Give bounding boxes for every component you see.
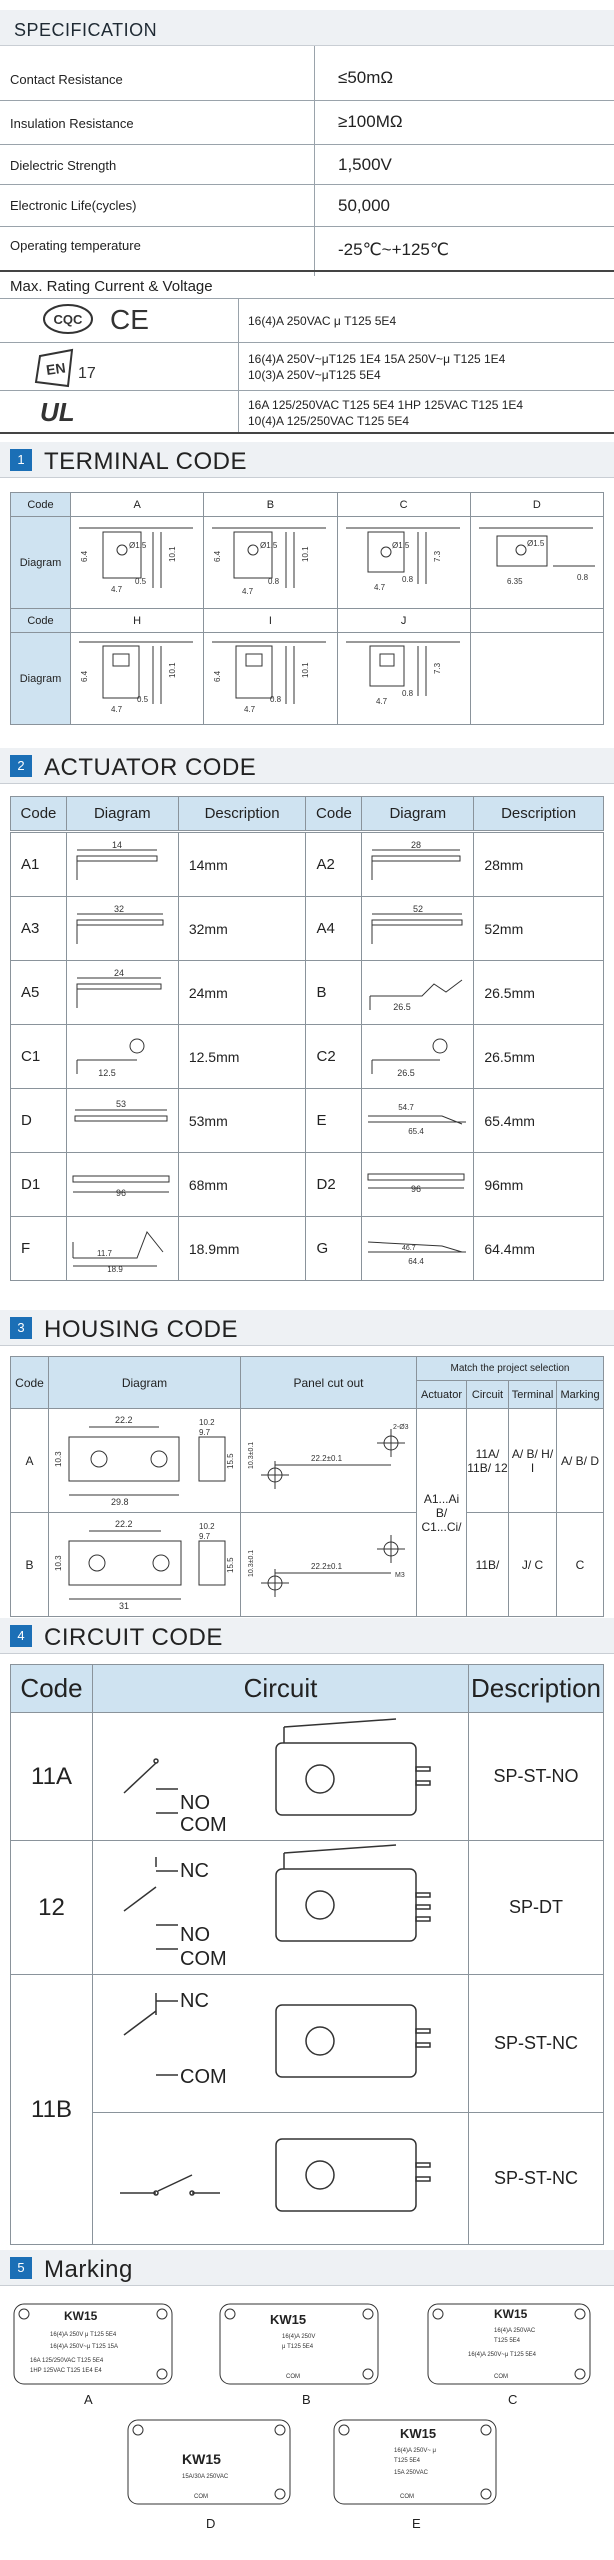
actuator-header-diagram-2: Diagram bbox=[362, 797, 474, 831]
actuator-description: 28mm bbox=[474, 833, 604, 897]
svg-text:12.5: 12.5 bbox=[98, 1067, 116, 1078]
actuator-header-description-2: Description bbox=[474, 797, 604, 831]
actuator-diagram bbox=[362, 1089, 474, 1153]
specification-title: SPECIFICATION bbox=[14, 20, 158, 40]
terminal-diagram-b bbox=[204, 517, 337, 609]
circuit-description: SP-ST-NC bbox=[469, 1975, 604, 2113]
actuator-code: B bbox=[306, 961, 362, 1025]
terminal-section-title: TERMINAL CODE bbox=[44, 448, 247, 475]
svg-text:10.3±0.1: 10.3±0.1 bbox=[248, 1441, 255, 1469]
svg-text:COM: COM bbox=[179, 1948, 227, 1967]
actuator-row bbox=[11, 833, 604, 897]
svg-text:2-Ø3: 2-Ø3 bbox=[393, 1424, 409, 1431]
actuator-code: A5 bbox=[11, 961, 67, 1025]
terminal-code-d: D bbox=[470, 493, 603, 517]
actuator-code: A4 bbox=[306, 897, 362, 961]
actuator-diagram bbox=[66, 1217, 178, 1281]
rating-line-ul-2: 10(4)A 125/250VAC T125 5E4 bbox=[248, 414, 410, 428]
actuator-description: 68mm bbox=[178, 1153, 306, 1217]
svg-text:22.2: 22.2 bbox=[115, 1519, 133, 1529]
svg-text:0.8: 0.8 bbox=[576, 573, 588, 582]
svg-text:46.7: 46.7 bbox=[402, 1244, 416, 1252]
marking-section-number: 5 bbox=[10, 2257, 32, 2279]
terminal-section-number: 1 bbox=[10, 449, 32, 471]
spec-value-life: 50,000 bbox=[338, 196, 390, 215]
svg-text:COM: COM bbox=[286, 2374, 300, 2380]
svg-text:6.35: 6.35 bbox=[506, 577, 523, 586]
actuator-description: 18.9mm bbox=[178, 1217, 306, 1281]
housing-marking-a: A/ B/ D bbox=[557, 1409, 604, 1513]
svg-text:32: 32 bbox=[113, 903, 124, 914]
svg-text:15.5: 15.5 bbox=[226, 1557, 235, 1573]
actuator-section-title: ACTUATOR CODE bbox=[44, 754, 257, 781]
housing-terminal-b: J/ C bbox=[509, 1513, 557, 1617]
housing-header-terminal: Terminal bbox=[509, 1381, 557, 1409]
actuator-code: D bbox=[11, 1089, 67, 1153]
circuit-header-code: Code bbox=[11, 1665, 93, 1713]
actuator-section-number: 2 bbox=[10, 755, 32, 777]
actuator-header-code-2: Code bbox=[306, 797, 362, 831]
terminal-code-b: B bbox=[204, 493, 337, 517]
svg-text:96: 96 bbox=[115, 1187, 126, 1198]
marking-label-e: E bbox=[412, 2516, 421, 2531]
actuator-row bbox=[11, 961, 604, 1025]
actuator-code: A2 bbox=[306, 833, 362, 897]
housing-row bbox=[11, 1513, 604, 1617]
svg-text:96: 96 bbox=[411, 1183, 422, 1194]
terminal-diagram-label: Diagram bbox=[11, 517, 71, 609]
housing-code-b: B bbox=[11, 1513, 49, 1617]
circuit-description: SP-DT bbox=[469, 1841, 604, 1975]
svg-text:4.7: 4.7 bbox=[242, 587, 254, 596]
svg-text:10.3±0.1: 10.3±0.1 bbox=[248, 1549, 255, 1577]
svg-text:53: 53 bbox=[115, 1098, 126, 1109]
terminal-table bbox=[10, 492, 604, 725]
circuit-table bbox=[10, 1664, 604, 2245]
circuit-row bbox=[11, 2113, 604, 2245]
svg-text:NC: NC bbox=[179, 1860, 209, 1882]
housing-marking-b: C bbox=[557, 1513, 604, 1617]
svg-text:16(4)A 250V~μ T125 5E4: 16(4)A 250V~μ T125 5E4 bbox=[468, 2352, 537, 2358]
actuator-header-description-1: Description bbox=[178, 797, 306, 831]
svg-text:COM: COM bbox=[179, 1814, 227, 1833]
spec-label-life: Electronic Life(cycles) bbox=[10, 198, 137, 213]
svg-text:T125 5E4: T125 5E4 bbox=[394, 2458, 421, 2464]
rating-line-enec-2: 10(3)A 250V~μT125 5E4 bbox=[248, 368, 381, 382]
marking-label-c: C bbox=[508, 2392, 518, 2407]
svg-text:15.5: 15.5 bbox=[226, 1453, 235, 1469]
circuit-description: SP-ST-NC bbox=[469, 2113, 604, 2245]
actuator-diagram bbox=[66, 897, 178, 961]
actuator-diagram bbox=[362, 897, 474, 961]
svg-text:6.4: 6.4 bbox=[213, 670, 223, 682]
actuator-code: E bbox=[306, 1089, 362, 1153]
housing-circuit-a: 11A/ 11B/ 12 bbox=[467, 1409, 509, 1513]
actuator-diagram bbox=[362, 1153, 474, 1217]
marking-label-b: B bbox=[302, 2392, 311, 2407]
housing-header-circuit: Circuit bbox=[467, 1381, 509, 1409]
housing-diagram-a bbox=[49, 1409, 241, 1513]
terminal-code-label: Code bbox=[11, 493, 71, 517]
svg-text:16A 125/250VAC T125 5E4: 16A 125/250VAC T125 5E4 bbox=[30, 2358, 104, 2364]
actuator-row bbox=[11, 1089, 604, 1153]
svg-text:9.7: 9.7 bbox=[199, 1532, 211, 1541]
housing-section-number: 3 bbox=[10, 1317, 32, 1339]
terminal-code-c: C bbox=[337, 493, 470, 517]
terminal-diagram-j bbox=[337, 633, 470, 725]
circuit-row bbox=[11, 1975, 604, 2113]
svg-text:22.2±0.1: 22.2±0.1 bbox=[311, 1562, 343, 1571]
actuator-description: 26.5mm bbox=[474, 961, 604, 1025]
svg-text:0.8: 0.8 bbox=[401, 689, 413, 698]
circuit-description: SP-ST-NO bbox=[469, 1713, 604, 1841]
svg-text:7.3: 7.3 bbox=[432, 550, 442, 562]
ul-text: UL bbox=[40, 397, 75, 427]
svg-text:0.8: 0.8 bbox=[268, 577, 280, 586]
spec-label-contact: Contact Resistance bbox=[10, 72, 123, 87]
actuator-code: D2 bbox=[306, 1153, 362, 1217]
svg-text:10.3: 10.3 bbox=[54, 1451, 63, 1467]
svg-text:COM: COM bbox=[194, 2494, 208, 2500]
svg-text:10.2: 10.2 bbox=[199, 1522, 215, 1531]
spec-value-dielectric: 1,500V bbox=[338, 155, 392, 174]
actuator-description: 12.5mm bbox=[178, 1025, 306, 1089]
svg-text:16(4)A 250V: 16(4)A 250V bbox=[282, 2334, 316, 2340]
terminal-diagram-h bbox=[71, 633, 204, 725]
housing-header-panel: Panel cut out bbox=[241, 1357, 417, 1409]
actuator-diagram bbox=[362, 1217, 474, 1281]
housing-circuit-b: 11B/ bbox=[467, 1513, 509, 1617]
housing-header-marking: Marking bbox=[557, 1381, 604, 1409]
svg-text:16(4)A 250V μ T125 5E4: 16(4)A 250V μ T125 5E4 bbox=[50, 2332, 117, 2338]
actuator-code: F bbox=[11, 1217, 67, 1281]
svg-text:Ø1.5: Ø1.5 bbox=[391, 541, 409, 550]
svg-text:NO: NO bbox=[179, 1924, 210, 1946]
actuator-code: G bbox=[306, 1217, 362, 1281]
terminal-code-a: A bbox=[71, 493, 204, 517]
svg-text:NO: NO bbox=[179, 1792, 210, 1814]
svg-text:10.3: 10.3 bbox=[54, 1555, 63, 1571]
svg-text:4.7: 4.7 bbox=[375, 697, 387, 706]
actuator-description: 65.4mm bbox=[474, 1089, 604, 1153]
circuit-diagram bbox=[93, 1713, 469, 1841]
svg-text:KW15: KW15 bbox=[270, 2312, 307, 2327]
svg-text:T125 5E4: T125 5E4 bbox=[494, 2338, 521, 2344]
spec-value-contact: ≤50mΩ bbox=[338, 68, 394, 87]
actuator-diagram bbox=[362, 833, 474, 897]
actuator-rows bbox=[10, 832, 604, 1281]
spec-label-dielectric: Dielectric Strength bbox=[10, 158, 117, 173]
svg-text:4.7: 4.7 bbox=[111, 585, 123, 594]
svg-text:64.4: 64.4 bbox=[408, 1256, 425, 1266]
svg-text:6.4: 6.4 bbox=[80, 670, 90, 682]
svg-text:7.3: 7.3 bbox=[432, 662, 442, 674]
actuator-description: 26.5mm bbox=[474, 1025, 604, 1089]
ce-text: CE bbox=[110, 304, 149, 335]
marking-label-d: D bbox=[206, 2516, 216, 2531]
svg-text:NC: NC bbox=[179, 1990, 209, 2012]
housing-panel-a bbox=[241, 1409, 417, 1513]
actuator-diagram bbox=[362, 1025, 474, 1089]
terminal-diagram-i bbox=[204, 633, 337, 725]
svg-text:28: 28 bbox=[411, 839, 422, 850]
circuit-header-circuit: Circuit bbox=[93, 1665, 469, 1713]
marking-label-a: A bbox=[84, 2392, 93, 2407]
terminal-code-h: H bbox=[71, 609, 204, 633]
svg-text:4.7: 4.7 bbox=[244, 705, 256, 714]
rating-title: Max. Rating Current & Voltage bbox=[10, 278, 213, 295]
svg-text:6.4: 6.4 bbox=[80, 550, 90, 562]
marking-section-title: Marking bbox=[44, 2256, 133, 2283]
circuit-code: 11B bbox=[11, 1975, 93, 2245]
svg-text:KW15: KW15 bbox=[64, 2309, 98, 2323]
svg-text:11.7: 11.7 bbox=[96, 1248, 112, 1258]
svg-text:KW15: KW15 bbox=[400, 2426, 437, 2441]
actuator-description: 32mm bbox=[178, 897, 306, 961]
actuator-diagram bbox=[362, 961, 474, 1025]
svg-text:26.5: 26.5 bbox=[397, 1067, 416, 1078]
svg-text:μ T125 5E4: μ T125 5E4 bbox=[282, 2344, 314, 2350]
svg-text:10.2: 10.2 bbox=[199, 1418, 215, 1427]
terminal-diagram-d bbox=[470, 517, 603, 609]
svg-text:22.2±0.1: 22.2±0.1 bbox=[311, 1454, 343, 1463]
svg-text:COM: COM bbox=[179, 2066, 227, 2088]
housing-diagram-b bbox=[49, 1513, 241, 1617]
actuator-diagram bbox=[66, 1153, 178, 1217]
housing-table bbox=[10, 1356, 604, 1617]
svg-text:0.8: 0.8 bbox=[401, 575, 413, 584]
circuit-code: 11A bbox=[11, 1713, 93, 1841]
circuit-section-title: CIRCUIT CODE bbox=[44, 1624, 223, 1651]
svg-text:10.1: 10.1 bbox=[168, 546, 178, 562]
svg-text:M3: M3 bbox=[395, 1572, 405, 1579]
rating-line-cqc: 16(4)A 250VAC μ T125 5E4 bbox=[248, 314, 397, 328]
svg-text:9.7: 9.7 bbox=[199, 1428, 211, 1437]
terminal-diagram-label-2: Diagram bbox=[11, 633, 71, 725]
actuator-code: D1 bbox=[11, 1153, 67, 1217]
svg-text:54.7: 54.7 bbox=[398, 1102, 415, 1112]
svg-text:22.2: 22.2 bbox=[115, 1415, 133, 1425]
svg-text:10.1: 10.1 bbox=[301, 546, 311, 562]
actuator-table bbox=[10, 796, 604, 831]
actuator-diagram bbox=[66, 1025, 178, 1089]
rating-line-enec-1: 16(4)A 250V~μT125 1E4 15A 250V~μ T125 1E4 bbox=[248, 352, 506, 366]
housing-panel-b bbox=[241, 1513, 417, 1617]
svg-text:1HP 125VAC T125 1E4 E4: 1HP 125VAC T125 1E4 E4 bbox=[30, 2368, 102, 2374]
spec-value-temperature: -25℃~+125℃ bbox=[338, 240, 449, 259]
svg-text:29.8: 29.8 bbox=[111, 1497, 129, 1507]
actuator-diagram bbox=[66, 961, 178, 1025]
svg-text:0.5: 0.5 bbox=[135, 577, 147, 586]
svg-text:14: 14 bbox=[111, 839, 122, 850]
svg-text:Ø1.5: Ø1.5 bbox=[526, 539, 545, 548]
specification-header bbox=[0, 10, 614, 46]
housing-header-code: Code bbox=[11, 1357, 49, 1409]
svg-text:Ø1.5: Ø1.5 bbox=[260, 541, 278, 550]
actuator-row bbox=[11, 1025, 604, 1089]
actuator-row bbox=[11, 1153, 604, 1217]
circuit-code: 12 bbox=[11, 1841, 93, 1975]
svg-text:16(4)A 250V~μ T125 15A: 16(4)A 250V~μ T125 15A bbox=[50, 2344, 119, 2350]
housing-actuator-value: A1...Ai B/ C1...Ci/ bbox=[417, 1409, 467, 1617]
actuator-code: A3 bbox=[11, 897, 67, 961]
svg-text:18.9: 18.9 bbox=[107, 1264, 123, 1272]
terminal-code-label-2: Code bbox=[11, 609, 71, 633]
actuator-row bbox=[11, 1217, 604, 1281]
svg-text:31: 31 bbox=[119, 1601, 130, 1611]
terminal-diagram-a bbox=[71, 517, 204, 609]
actuator-diagram bbox=[66, 833, 178, 897]
cqc-text: CQC bbox=[53, 312, 83, 327]
terminal-code-j: J bbox=[337, 609, 470, 633]
actuator-description: 52mm bbox=[474, 897, 604, 961]
svg-text:15A/30A 250VAC: 15A/30A 250VAC bbox=[182, 2474, 229, 2480]
svg-text:16(4)A 250VAC: 16(4)A 250VAC bbox=[494, 2328, 536, 2334]
svg-text:10.1: 10.1 bbox=[168, 662, 178, 678]
housing-code-a: A bbox=[11, 1409, 49, 1513]
svg-text:0.5: 0.5 bbox=[137, 695, 149, 704]
actuator-description: 53mm bbox=[178, 1089, 306, 1153]
rating-line-ul-1: 16A 125/250VAC T125 5E4 1HP 125VAC T125 1E4 bbox=[248, 398, 524, 412]
actuator-description: 14mm bbox=[178, 833, 306, 897]
enec-number: 17 bbox=[78, 365, 96, 382]
actuator-header-code-1: Code bbox=[11, 797, 67, 831]
terminal-code-i: I bbox=[204, 609, 337, 633]
svg-text:COM: COM bbox=[400, 2494, 414, 2500]
svg-text:KW15: KW15 bbox=[182, 2451, 221, 2467]
housing-header-match: Match the project selection bbox=[417, 1357, 604, 1381]
actuator-description: 96mm bbox=[474, 1153, 604, 1217]
circuit-diagram bbox=[93, 1841, 469, 1975]
svg-text:16(4)A 250V~ μ: 16(4)A 250V~ μ bbox=[394, 2448, 436, 2454]
svg-text:4.7: 4.7 bbox=[111, 705, 123, 714]
housing-terminal-a: A/ B/ H/ I bbox=[509, 1409, 557, 1513]
svg-text:52: 52 bbox=[413, 903, 424, 914]
svg-text:COM: COM bbox=[494, 2374, 508, 2380]
spec-value-insulation: ≥100MΩ bbox=[338, 112, 403, 131]
actuator-diagram bbox=[66, 1089, 178, 1153]
housing-header-actuator: Actuator bbox=[417, 1381, 467, 1409]
svg-text:0.8: 0.8 bbox=[270, 695, 282, 704]
circuit-row bbox=[11, 1713, 604, 1841]
svg-text:EN: EN bbox=[45, 359, 67, 379]
circuit-diagram bbox=[93, 2113, 469, 2245]
terminal-diagram-c bbox=[337, 517, 470, 609]
actuator-code: C1 bbox=[11, 1025, 67, 1089]
svg-text:26.5: 26.5 bbox=[393, 1001, 412, 1012]
svg-text:15A 250VAC: 15A 250VAC bbox=[394, 2470, 428, 2476]
circuit-header-description: Description bbox=[469, 1665, 604, 1713]
actuator-code: A1 bbox=[11, 833, 67, 897]
actuator-description: 24mm bbox=[178, 961, 306, 1025]
actuator-code: C2 bbox=[306, 1025, 362, 1089]
svg-text:4.7: 4.7 bbox=[373, 583, 385, 592]
svg-text:65.4: 65.4 bbox=[408, 1126, 425, 1136]
actuator-description: 64.4mm bbox=[474, 1217, 604, 1281]
circuit-row bbox=[11, 1841, 604, 1975]
svg-text:KW15: KW15 bbox=[494, 2307, 528, 2321]
circuit-section-number: 4 bbox=[10, 1625, 32, 1647]
actuator-header-diagram-1: Diagram bbox=[66, 797, 178, 831]
actuator-row bbox=[11, 897, 604, 961]
spec-label-insulation: Insulation Resistance bbox=[10, 116, 134, 131]
spec-label-temperature: Operating temperature bbox=[10, 238, 141, 253]
circuit-diagram bbox=[93, 1975, 469, 2113]
housing-section-title: HOUSING CODE bbox=[44, 1316, 239, 1343]
svg-text:Ø1.5: Ø1.5 bbox=[129, 541, 147, 550]
svg-text:24: 24 bbox=[113, 967, 124, 978]
svg-text:10.1: 10.1 bbox=[301, 662, 311, 678]
housing-header-diagram: Diagram bbox=[49, 1357, 241, 1409]
svg-text:6.4: 6.4 bbox=[213, 550, 223, 562]
housing-row bbox=[11, 1409, 604, 1513]
